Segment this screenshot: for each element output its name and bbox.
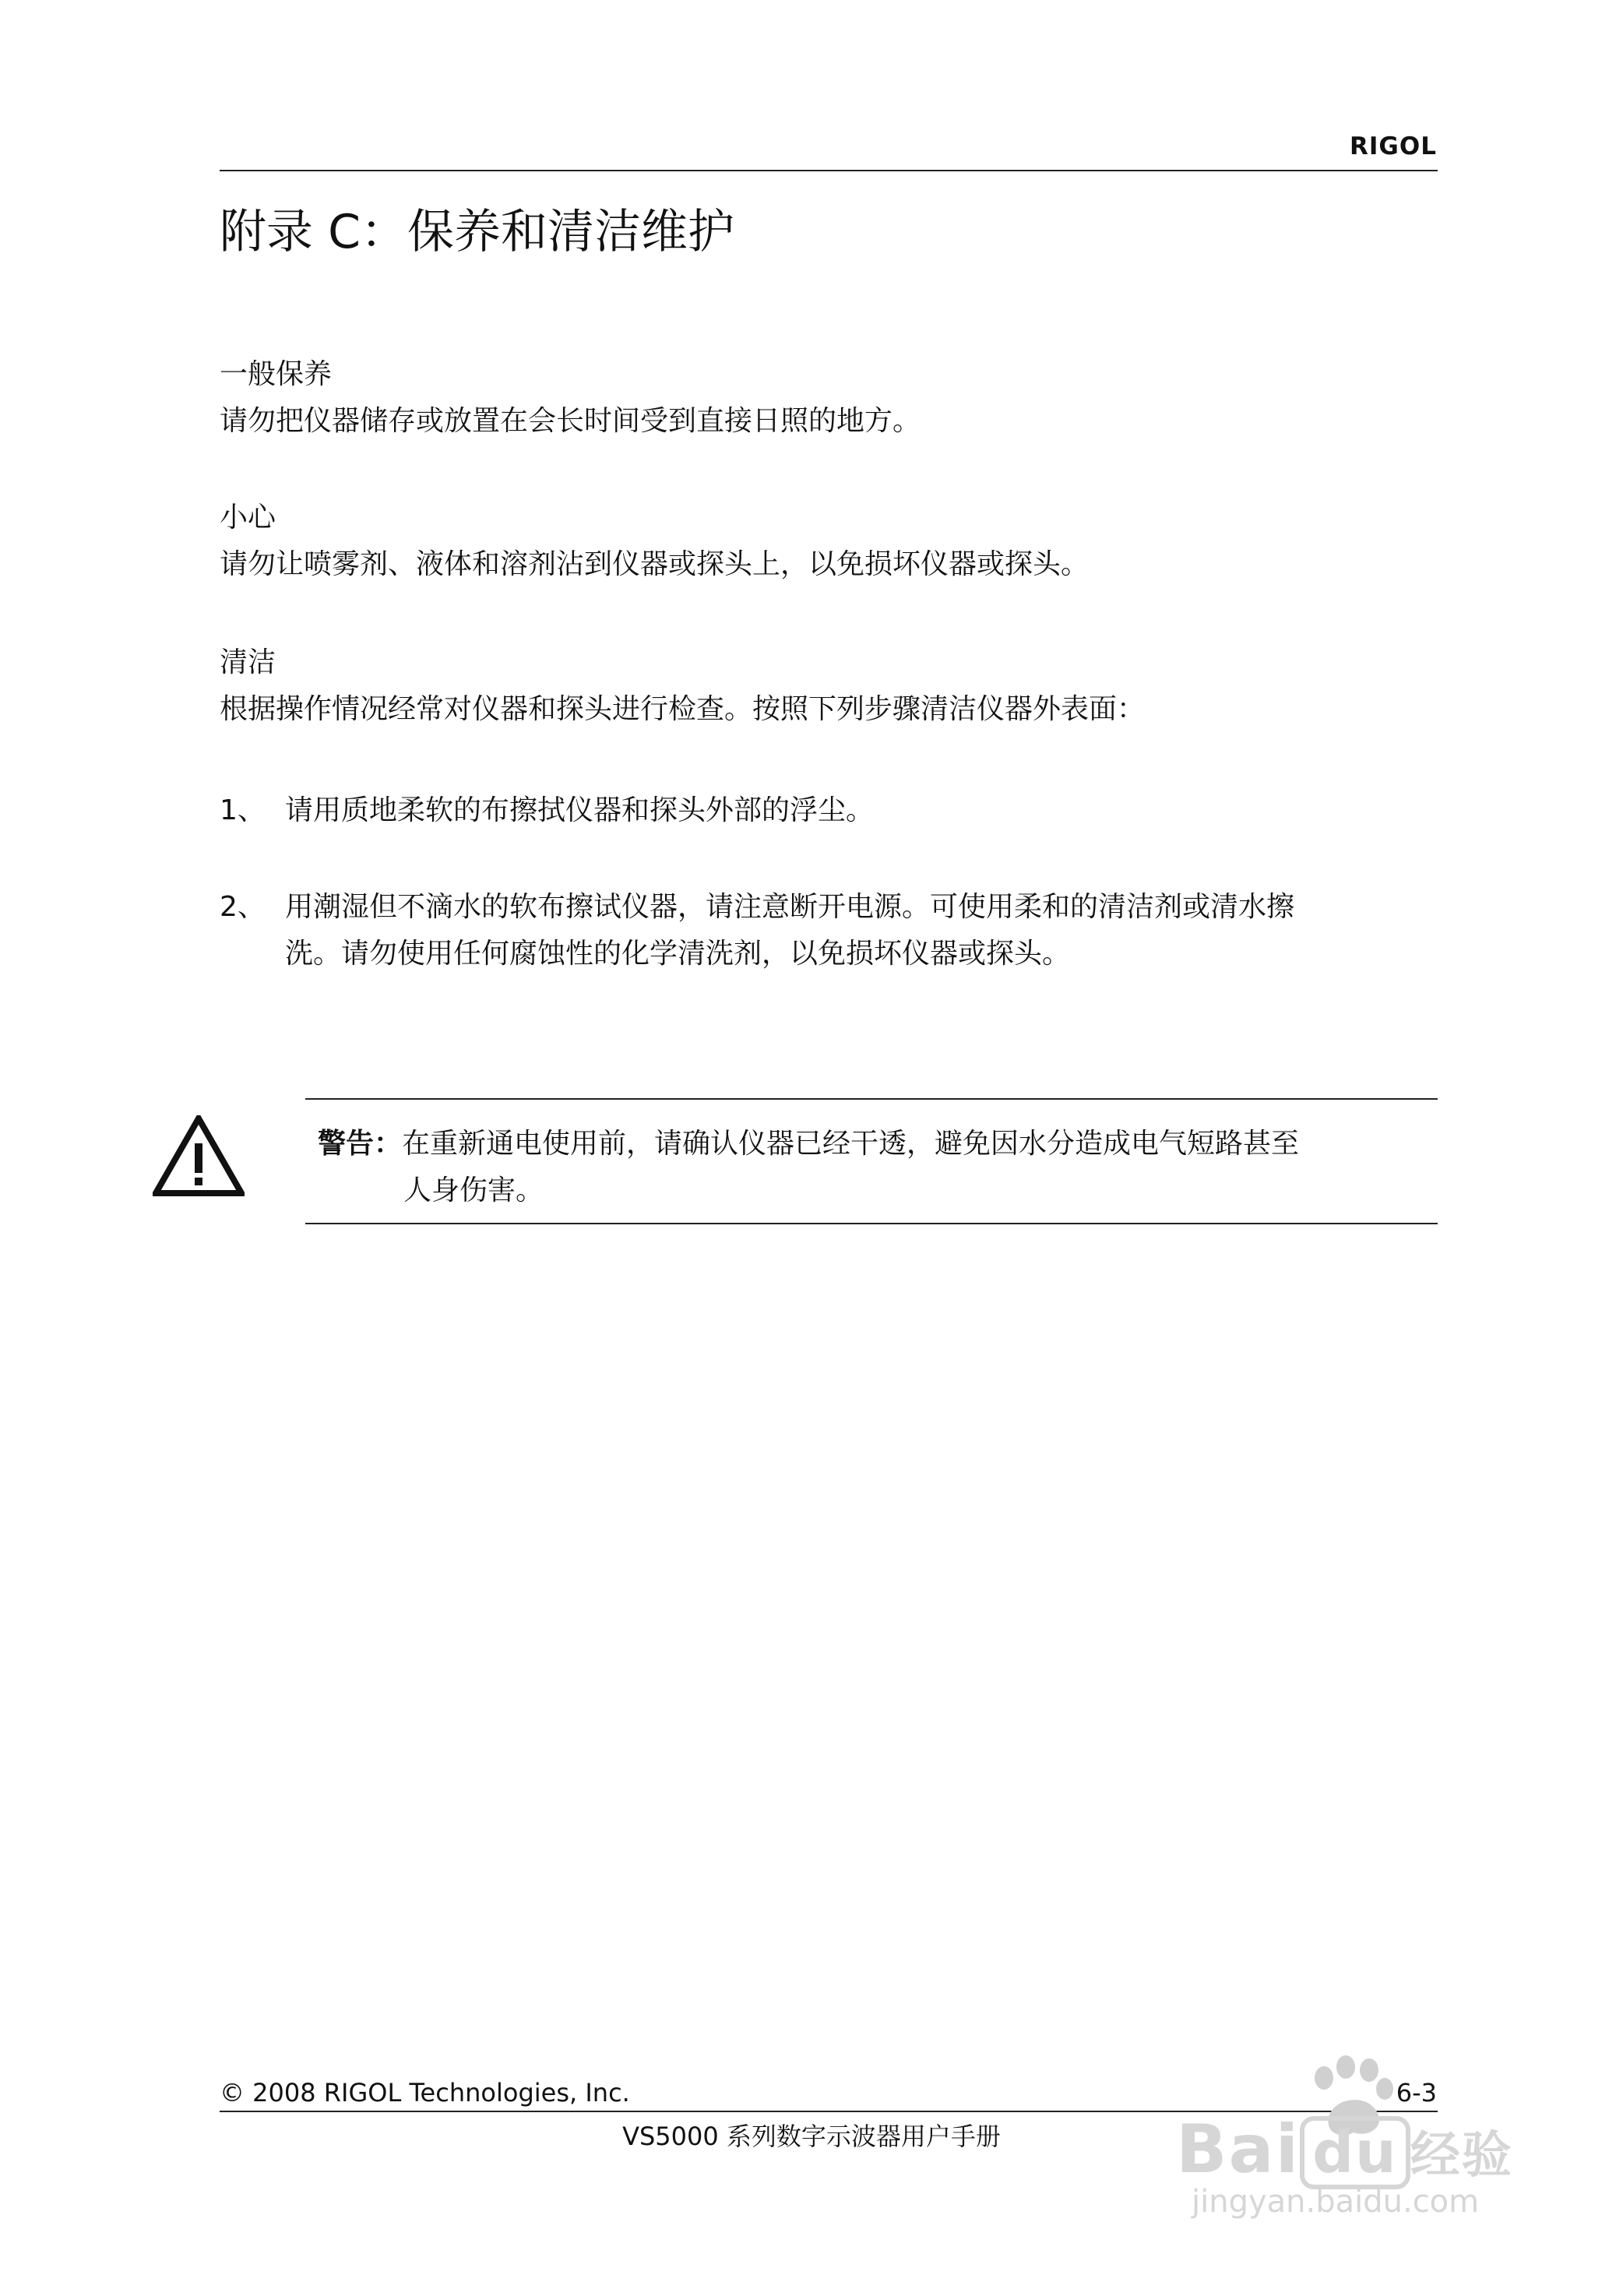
watermark-url: jingyan.baidu.com bbox=[1192, 2184, 1480, 2220]
section-text-caution: 请勿让喷雾剂、液体和溶剂沾到仪器或探头上，以免损坏仪器或探头。 bbox=[220, 548, 1090, 580]
footer-page-number: 6-3 bbox=[1396, 2078, 1437, 2108]
step-text: 请用质地柔软的布擦拭仪器和探头外部的浮尘。 bbox=[285, 794, 875, 826]
footer-copyright: © 2008 RIGOL Technologies, Inc. bbox=[220, 2078, 630, 2108]
warning-text: 在重新通电使用前，请确认仪器已经干透，避免因水分造成电气短路甚至 bbox=[402, 1128, 1300, 1160]
step-number: 1、 bbox=[220, 794, 266, 826]
page-title: 附录 C：保养和清洁维护 bbox=[220, 205, 734, 259]
warning-line-2: 人身伤害。 bbox=[403, 1174, 544, 1206]
watermark-brand-suffix: 经验 bbox=[1410, 2127, 1513, 2185]
watermark-brand-right: du bbox=[1300, 2116, 1410, 2189]
watermark-brand-left: Bai bbox=[1176, 2111, 1301, 2189]
step-number: 2、 bbox=[220, 891, 266, 923]
step-text: 用潮湿但不滴水的软布擦试仪器，请注意断开电源。可使用柔和的清洁剂或清水擦 bbox=[285, 891, 1295, 923]
baidu-watermark bbox=[1145, 2047, 1534, 2226]
header-rule bbox=[220, 170, 1438, 171]
warning-rule-top bbox=[305, 1098, 1438, 1100]
footer-manual-title: VS5000 系列数字示波器用户手册 bbox=[622, 2122, 1001, 2151]
section-heading-general: 一般保养 bbox=[220, 358, 333, 390]
section-heading-caution: 小心 bbox=[220, 502, 276, 534]
brand-logo-text: RIGOL bbox=[1350, 132, 1437, 160]
watermark-brand bbox=[1176, 2111, 1513, 2189]
warning-triangle-icon bbox=[153, 1115, 245, 1196]
step-text: 洗。请勿使用任何腐蚀性的化学清洗剂，以免损坏仪器或探头。 bbox=[285, 938, 1071, 970]
section-heading-cleaning: 清洁 bbox=[220, 646, 276, 678]
warning-label: 警告： bbox=[318, 1128, 403, 1160]
warning-line-1 bbox=[318, 1122, 1299, 1161]
section-text-general: 请勿把仪器储存或放置在会长时间受到直接日照的地方。 bbox=[220, 405, 921, 437]
warning-rule-bottom bbox=[305, 1223, 1438, 1224]
section-text-cleaning: 根据操作情况经常对仪器和探头进行检查。按照下列步骤清洁仪器外表面： bbox=[220, 693, 1146, 725]
